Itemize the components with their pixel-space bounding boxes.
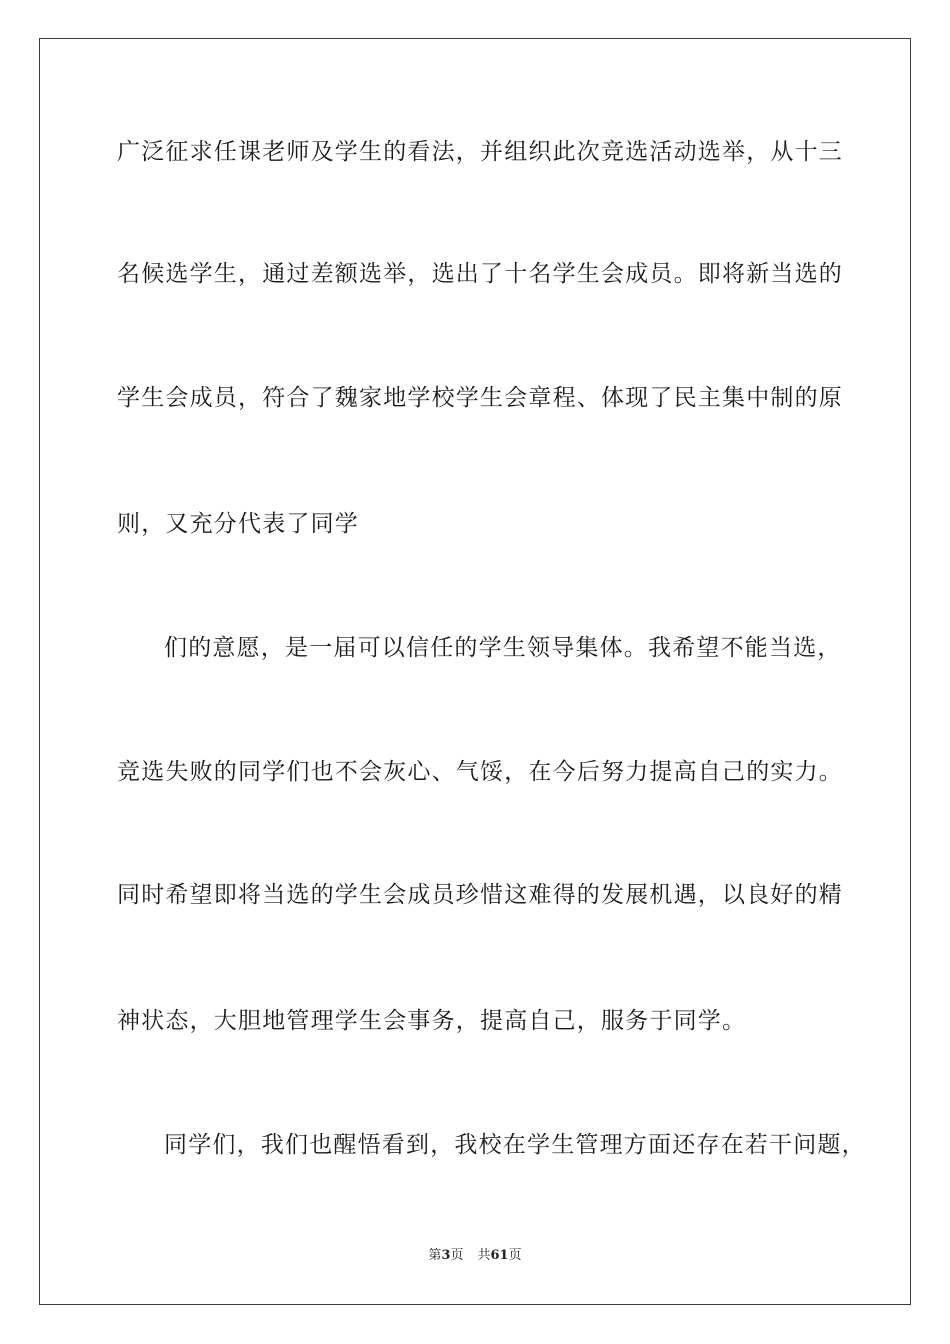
- text-line-9: 同学们，我们也醒悟看到，我校在学生管理方面还存在若干问题，: [164, 1132, 866, 1158]
- text-line-2: 名候选学生，通过差额选举，选出了十名学生会成员。即将新当选的: [117, 261, 843, 287]
- page-suffix: 页: [450, 1248, 464, 1263]
- total-suffix: 页: [508, 1248, 522, 1263]
- page-border: [39, 38, 911, 1305]
- text-line-1: 广泛征求任课老师及学生的看法，并组织此次竞选活动选举，从十三: [117, 139, 843, 165]
- text-line-6: 竞选失败的同学们也不会灰心、气馁，在今后努力提高自己的实力。: [117, 759, 843, 785]
- page-prefix: 第: [428, 1248, 442, 1263]
- total-pages: 61: [490, 1248, 509, 1263]
- text-line-3: 学生会成员，符合了魏家地学校学生会章程、体现了民主集中制的原: [117, 385, 843, 411]
- page-footer: [0, 1247, 950, 1265]
- text-line-4: 则，又充分代表了同学: [117, 511, 359, 537]
- text-line-7: 同时希望即将当选的学生会成员珍惜这难得的发展机遇，以良好的精: [117, 882, 843, 908]
- page-number: 3: [441, 1248, 451, 1263]
- text-line-5: 们的意愿，是一届可以信任的学生领导集体。我希望不能当选，: [164, 635, 842, 661]
- total-prefix: 共: [477, 1248, 491, 1263]
- text-line-8: 神状态，大胆地管理学生会事务，提高自己，服务于同学。: [117, 1008, 747, 1034]
